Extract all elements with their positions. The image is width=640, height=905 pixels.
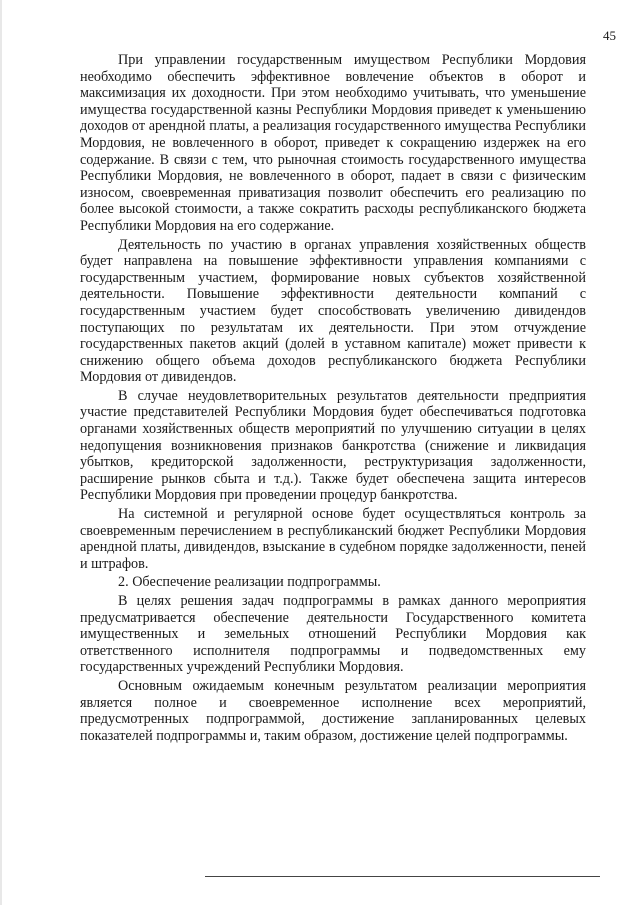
paragraph: Деятельность по участию в органах управления хозяйственных обществ будет направлена на повышение эффективности управления компаниями с государственным участием, формирование новых субъектов хозяйственной деятельности. Повышение эффективности деятельности компаний с государственным участием будет способствовать увеличению дивидендов поступающих по результатам их деятельности. При этом отчуждение государственных пакетов акций (долей в уставном капитале) может привести к снижению общего объема доходов республиканского бюджета Республики Мордовия от дивидендов.	[80, 236, 586, 386]
page-number: 45	[603, 28, 616, 43]
paragraph: На системной и регулярной основе будет осуществляться контроль за своевременным перечислением в республиканский бюджет Республики Мордовия арендной платы, дивидендов, взыскание в судебном порядке задолженности, пеней и штрафов.	[80, 506, 586, 572]
paragraph: В целях решения задач подпрограммы в рамках данного мероприятия предусматривается обеспечение деятельности Государственного комитета имущественных и земельных отношений Республики Мордовия как ответственного исполнителя подпрограммы и подведомственных ему государственных учреждений Республики Мордовия.	[80, 593, 586, 676]
paragraph: При управлении государственным имуществом Республики Мордовия необходимо обеспечить эффективное вовлечение объектов в оборот и максимизация их доходности. При этом необходимо учитывать, что уменьшение имущества государственной казны Республики Мордовия приведет к уменьшению доходов от арендной платы, а реализация государственного имущества Республики Мордовия, не вовлеченного в оборот, приведет к сокращению издержек на его содержание. В связи с тем, что рыночная стоимость государственного имущества Республики Мордовия, не вовлеченного в оборот, падает в связи с физическим износом, своевременная приватизация позволит обеспечить его реализацию по более высокой стоимости, а также сократить расходы республиканского бюджета Республики Мордовия на его содержание.	[80, 52, 586, 234]
scan-edge	[0, 0, 2, 905]
paragraph: Основным ожидаемым конечным результатом реализации мероприятия является полное и своевременное исполнение всех мероприятий, предусмотренных подпрограммой, достижение запланированных целевых показателей подпрограммы и, таким образом, достижение целей подпрограммы.	[80, 677, 586, 744]
footer-rule	[205, 876, 600, 877]
section-heading: 2. Обеспечение реализации подпрограммы.	[118, 574, 381, 591]
document-body	[80, 52, 586, 746]
paragraph: В случае неудовлетворительных результатов деятельности предприятия участие представителей Республики Мордовия будет обеспечиваться подготовка органами хозяйственных обществ мероприятий по улучшению ситуации в целях недопущения возникновения признаков банкротства (снижение и ликвидация убытков, кредиторской задолженности, реструктуризация задолженности, расширение рынков сбыта и т.д.). Также будет обеспечена защита интересов Республики Мордовия при проведении процедур банкротства.	[80, 387, 586, 504]
